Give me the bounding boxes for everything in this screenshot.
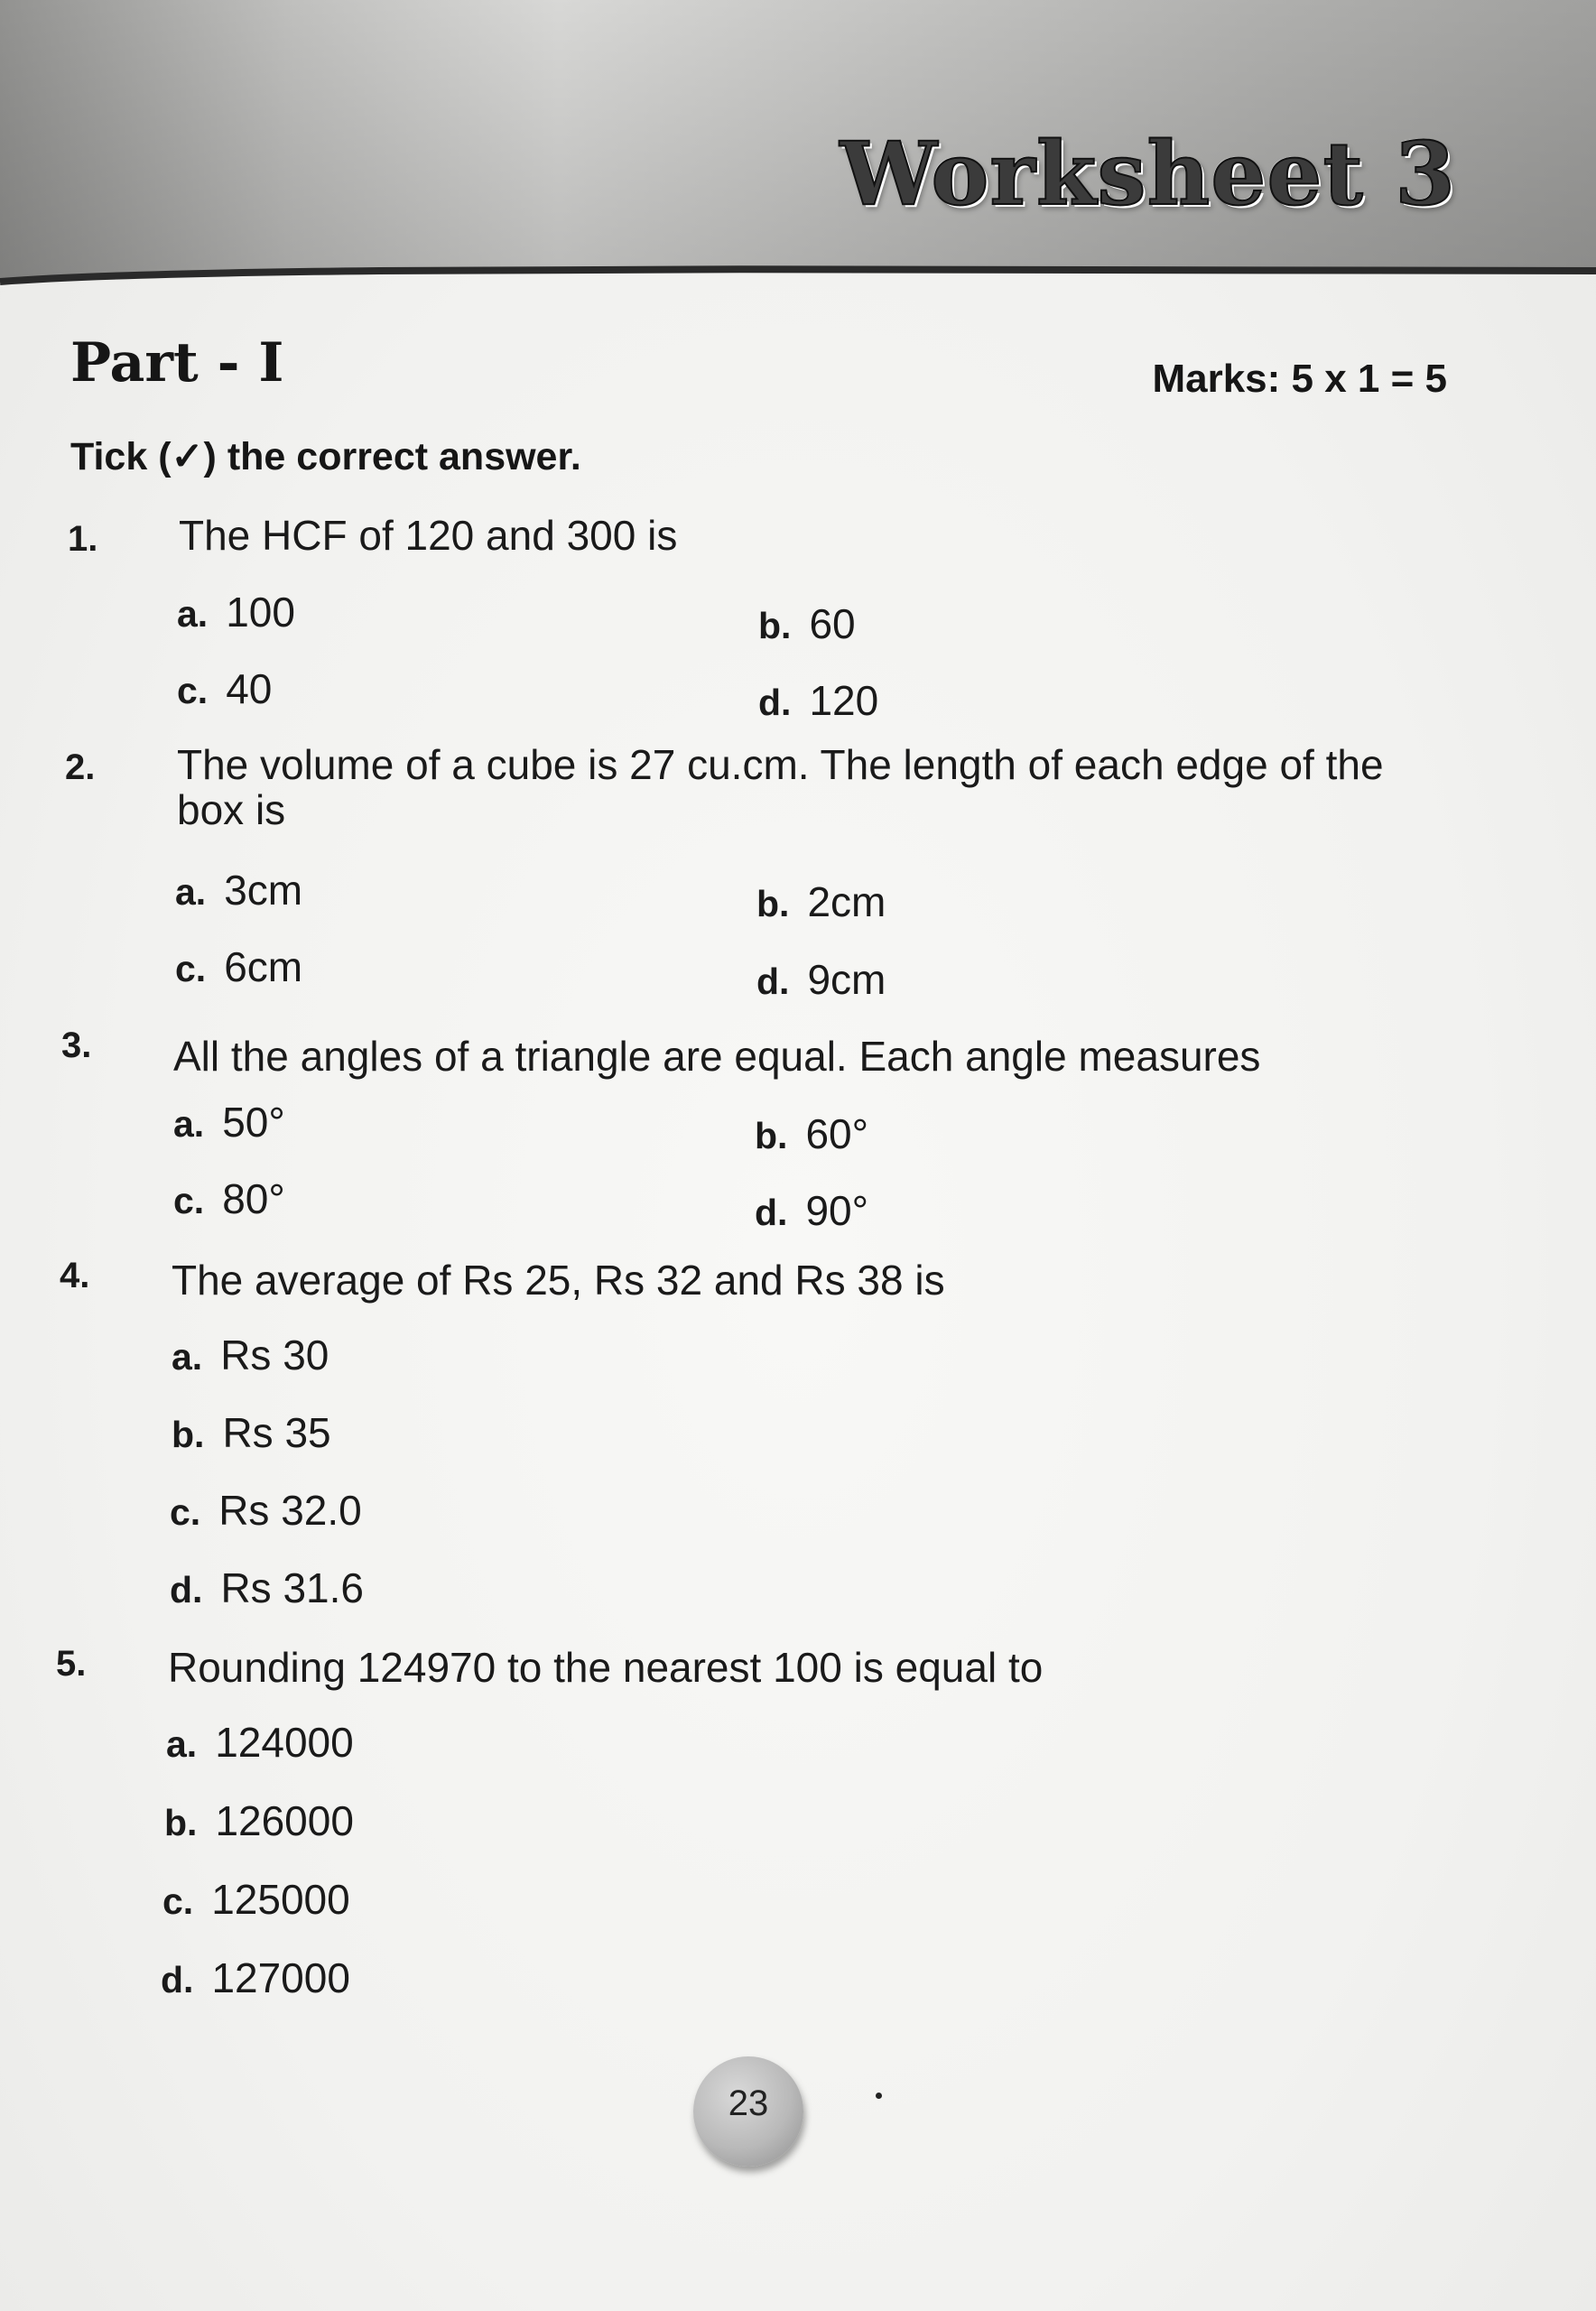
option-letter: b. bbox=[758, 605, 792, 646]
option-d[interactable] bbox=[755, 1187, 868, 1234]
option-letter: b. bbox=[755, 1115, 788, 1156]
option-letter: d. bbox=[755, 1192, 788, 1233]
option-text: 50° bbox=[222, 1099, 285, 1146]
option-letter: c. bbox=[170, 1491, 201, 1533]
question-text: The volume of a cube is 27 cu.cm. The length of each edge of the box is bbox=[177, 741, 1384, 833]
option-text: Rs 35 bbox=[222, 1409, 331, 1456]
option-letter: a. bbox=[166, 1723, 198, 1765]
option-text: 2cm bbox=[807, 878, 886, 925]
option-letter: a. bbox=[177, 593, 209, 635]
option-a[interactable] bbox=[166, 1719, 354, 1766]
option-c[interactable] bbox=[177, 665, 273, 712]
option-b[interactable] bbox=[758, 600, 856, 647]
option-letter: c. bbox=[177, 670, 209, 711]
option-text: Rs 32.0 bbox=[218, 1487, 362, 1534]
option-b[interactable] bbox=[755, 1110, 868, 1157]
option-text: 9cm bbox=[807, 956, 886, 1003]
option-letter: c. bbox=[162, 1880, 194, 1922]
option-text: 127000 bbox=[211, 1954, 350, 2001]
question-number: 3. bbox=[61, 1026, 92, 1065]
question-number: 5. bbox=[56, 1644, 87, 1684]
option-text: Rs 31.6 bbox=[220, 1564, 364, 1611]
option-text: 6cm bbox=[224, 943, 303, 990]
instruction-text: Tick (✓) the correct answer. bbox=[70, 435, 581, 478]
ink-dot bbox=[876, 2093, 882, 2099]
question-text: The HCF of 120 and 300 is bbox=[179, 512, 678, 559]
option-a[interactable] bbox=[175, 867, 303, 914]
option-letter: b. bbox=[164, 1802, 198, 1843]
option-d[interactable] bbox=[161, 1954, 350, 2001]
option-d[interactable] bbox=[756, 956, 886, 1003]
question-text: All the angles of a triangle are equal. Each angle measures bbox=[173, 1033, 1261, 1080]
option-letter: c. bbox=[175, 948, 207, 989]
question-number: 2. bbox=[65, 747, 96, 787]
option-letter: d. bbox=[756, 961, 790, 1002]
option-c[interactable] bbox=[175, 943, 303, 990]
option-letter: d. bbox=[161, 1959, 194, 2000]
page-number-badge: 23 bbox=[693, 2056, 803, 2167]
part-title: Part - I bbox=[70, 331, 284, 394]
option-text: 125000 bbox=[211, 1876, 350, 1923]
option-b[interactable] bbox=[756, 878, 886, 925]
option-text: 100 bbox=[226, 589, 295, 636]
option-d[interactable] bbox=[758, 677, 879, 724]
option-text: 90° bbox=[805, 1187, 868, 1234]
worksheet-title: Worksheet 3 bbox=[840, 123, 1456, 225]
question-text: The average of Rs 25, Rs 32 and Rs 38 is bbox=[172, 1257, 945, 1304]
option-text: Rs 30 bbox=[220, 1332, 329, 1378]
option-b[interactable] bbox=[164, 1797, 354, 1844]
option-text: 126000 bbox=[215, 1797, 354, 1844]
option-c[interactable] bbox=[173, 1175, 285, 1222]
option-b[interactable] bbox=[172, 1409, 331, 1456]
question-text: Rounding 124970 to the nearest 100 is equal to bbox=[168, 1644, 1044, 1691]
option-a[interactable] bbox=[173, 1099, 285, 1146]
option-letter: a. bbox=[172, 1336, 203, 1378]
option-text: 120 bbox=[809, 677, 879, 724]
option-letter: c. bbox=[173, 1180, 205, 1221]
question-number: 4. bbox=[60, 1256, 90, 1295]
option-text: 80° bbox=[222, 1175, 285, 1222]
option-d[interactable] bbox=[170, 1564, 364, 1611]
option-c[interactable] bbox=[170, 1487, 362, 1534]
option-text: 3cm bbox=[224, 867, 303, 914]
marks-label: Marks: 5 x 1 = 5 bbox=[1152, 357, 1447, 401]
option-letter: b. bbox=[172, 1414, 205, 1455]
option-a[interactable] bbox=[177, 589, 295, 636]
option-text: 124000 bbox=[215, 1719, 354, 1766]
question-number: 1. bbox=[68, 519, 98, 559]
option-letter: a. bbox=[173, 1103, 205, 1145]
option-text: 60 bbox=[809, 600, 856, 647]
option-letter: d. bbox=[170, 1569, 203, 1610]
option-letter: a. bbox=[175, 871, 207, 913]
option-c[interactable] bbox=[162, 1876, 350, 1923]
option-text: 60° bbox=[805, 1110, 868, 1157]
option-text: 40 bbox=[226, 665, 273, 712]
option-a[interactable] bbox=[172, 1334, 329, 1376]
option-letter: d. bbox=[758, 682, 792, 723]
header-banner bbox=[0, 0, 1596, 298]
option-letter: b. bbox=[756, 883, 790, 924]
